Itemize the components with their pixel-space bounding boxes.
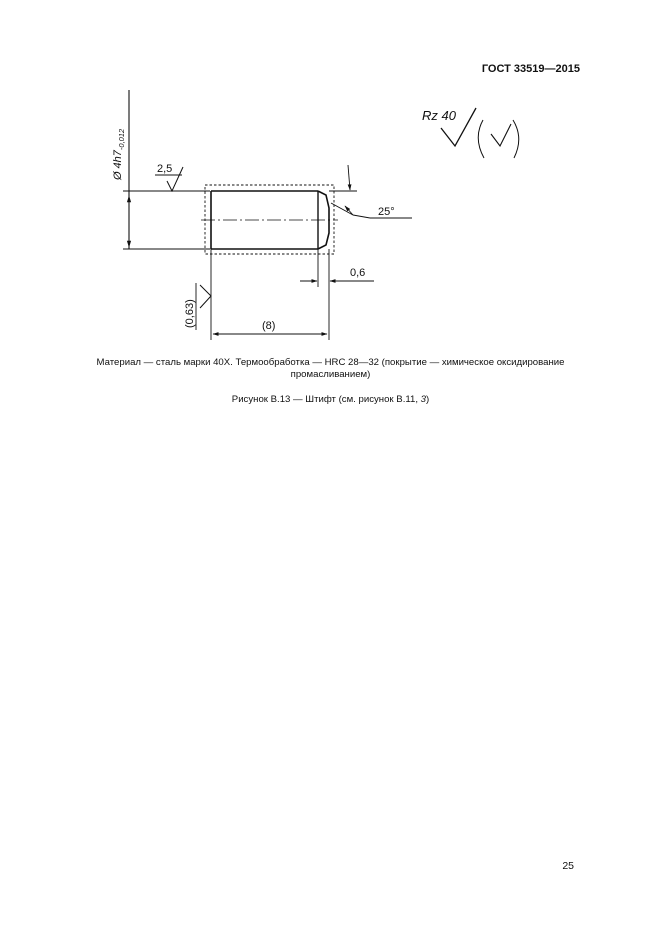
svg-text:0,6: 0,6 [350, 267, 366, 279]
coating-outline [205, 185, 334, 254]
diameter-label: $Ø4h7_{-0,012}$ [112, 128, 126, 180]
svg-text:25°: 25° [378, 206, 395, 218]
roughness-mark-top [155, 163, 183, 191]
svg-text:2,5: 2,5 [157, 163, 173, 175]
page-number: 25 [562, 860, 574, 872]
svg-text:Rz 40: Rz 40 [422, 108, 456, 123]
general-roughness-symbol [422, 108, 519, 158]
roughness-mark-body [184, 283, 211, 330]
material-note: Материал — сталь марки 40Х. Термообработка — HRC 28—32 (покрытие — химическое оксидирование промасливанием) [96, 357, 565, 380]
angle-annotation [329, 165, 412, 218]
figure-caption: Рисунок В.13 — Штифт (см. рисунок В.11, 3) [231, 394, 430, 405]
document-standard-header: ГОСТ 33519—2015 [481, 63, 580, 75]
pin-technical-drawing [0, 0, 661, 360]
pin-body [201, 191, 338, 249]
svg-text:(0,63): (0,63) [184, 299, 196, 328]
chamfer-width-dimension [300, 249, 374, 340]
length-dimension [211, 249, 327, 340]
svg-text:(8): (8) [262, 320, 276, 332]
